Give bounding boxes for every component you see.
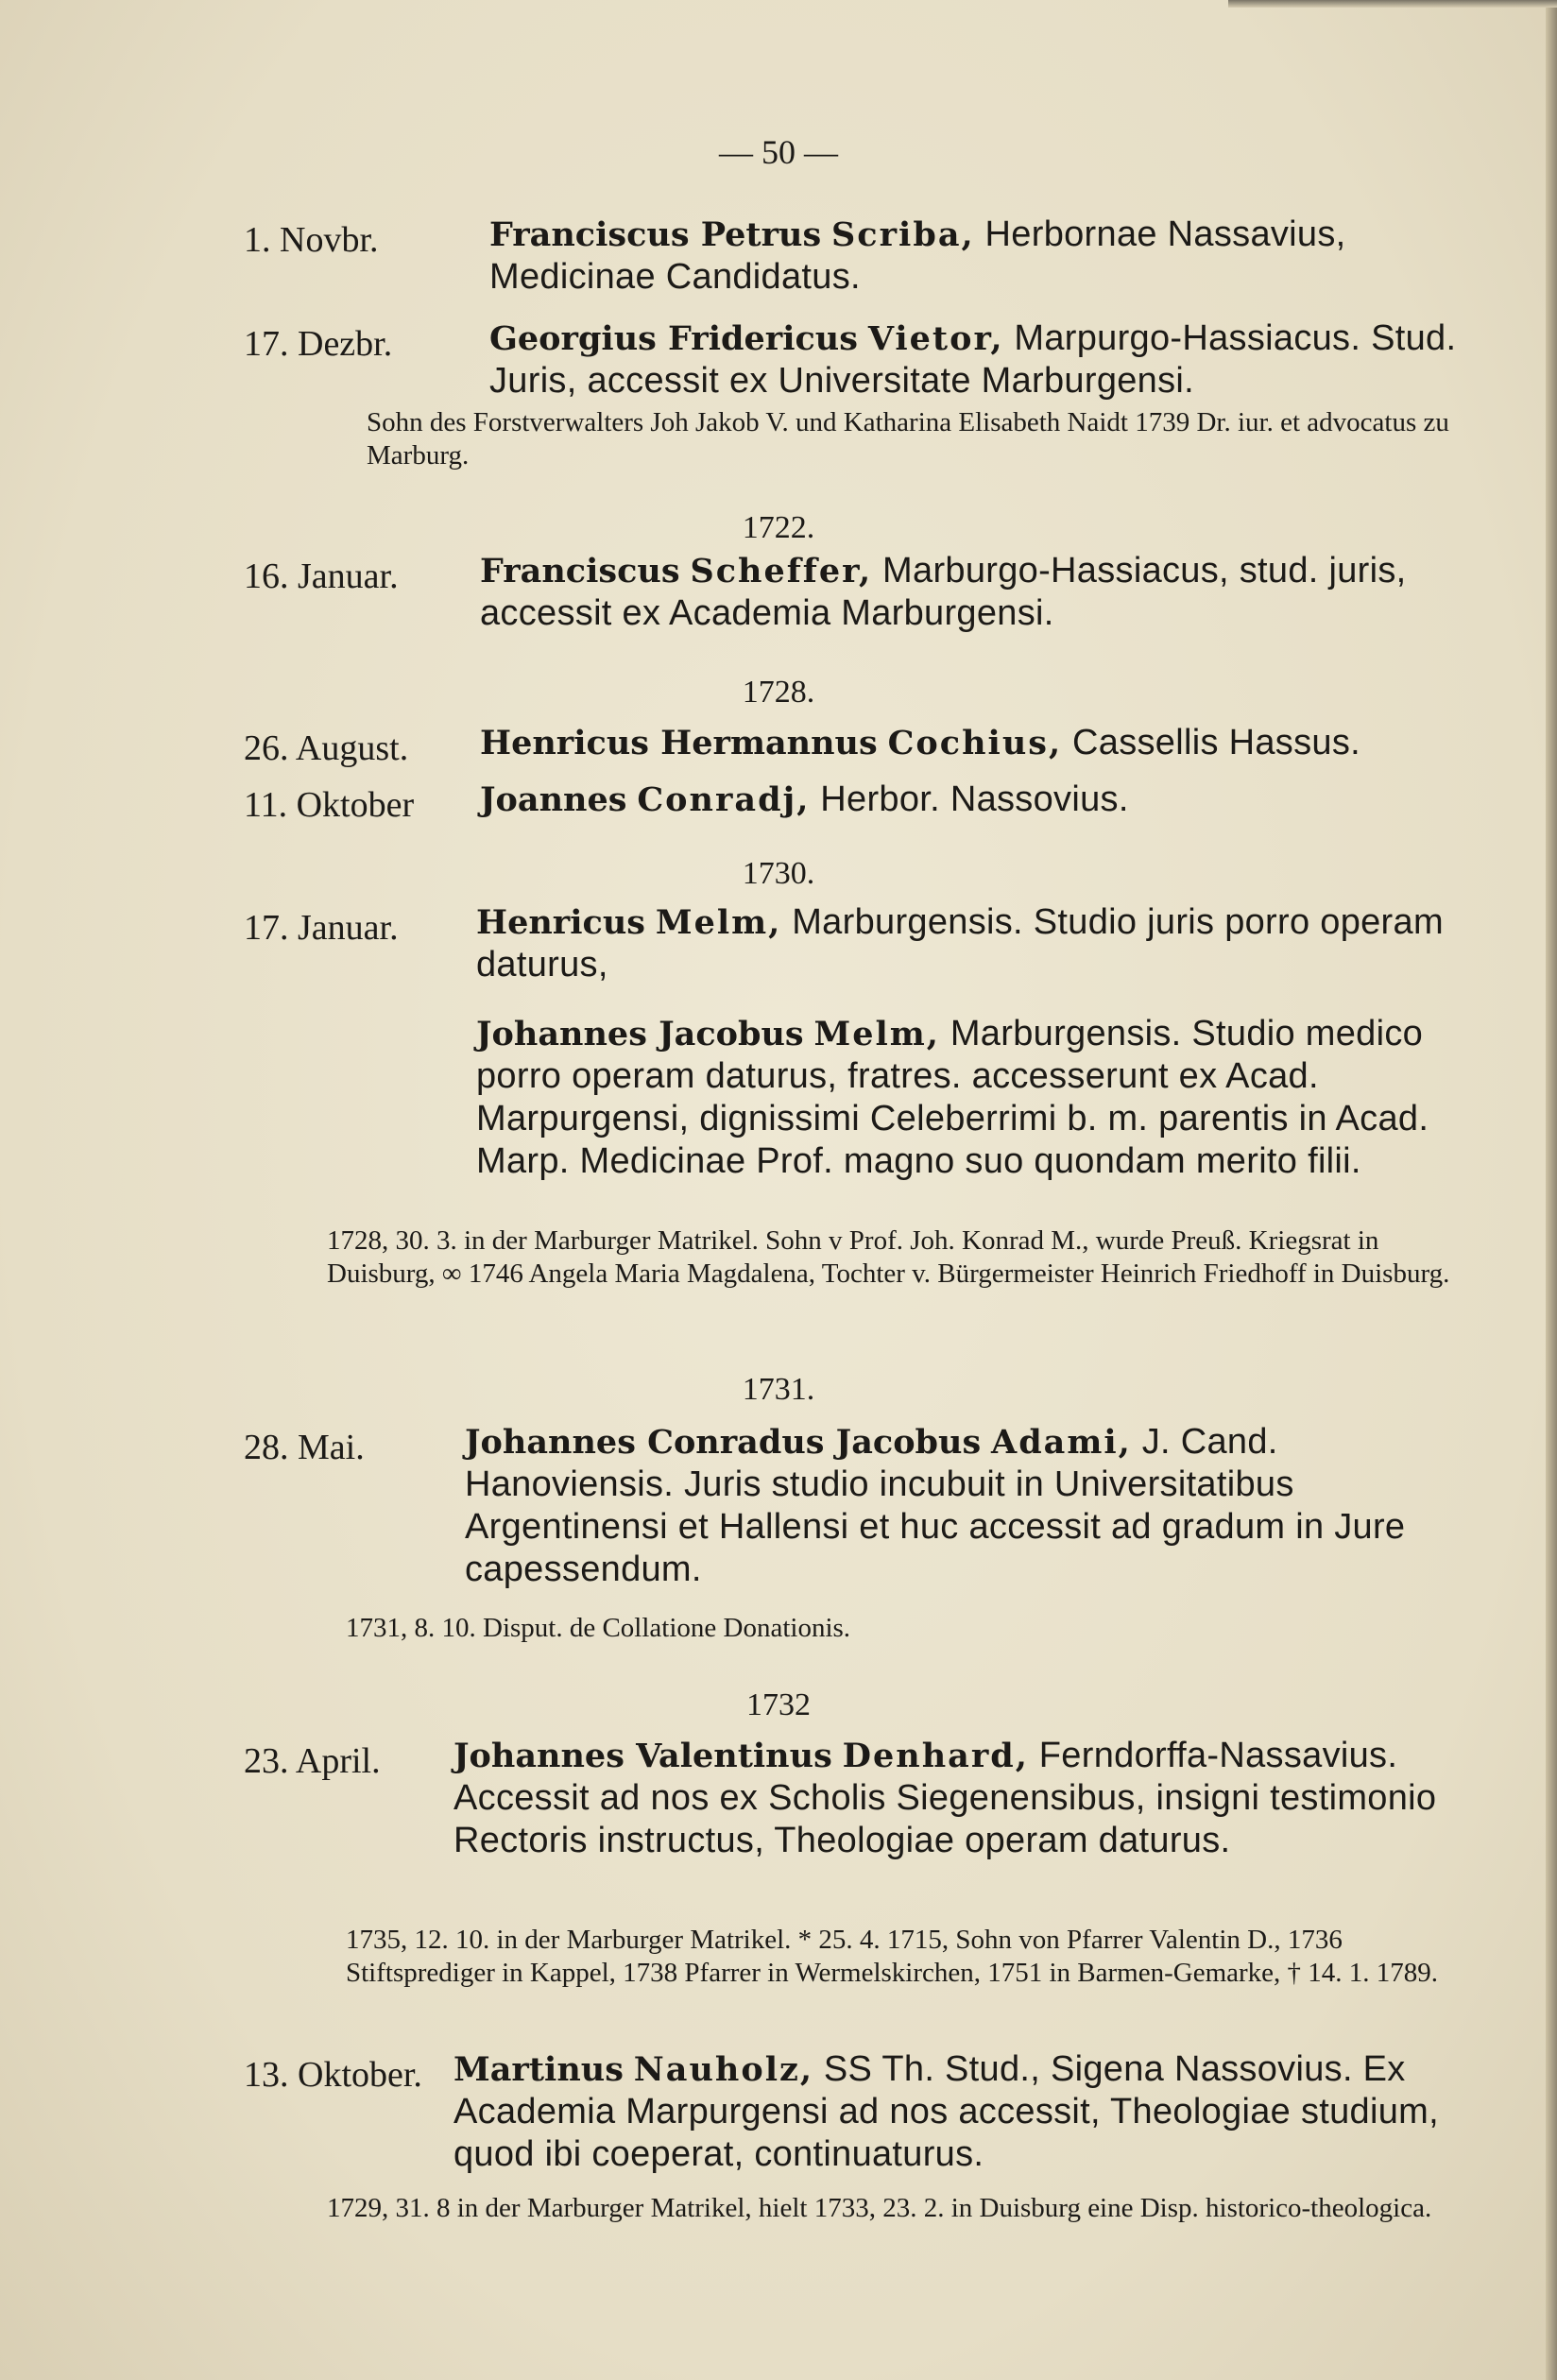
- entry-note: 1728, 30. 3. in der Marburger Matrikel. Sohn v Prof. Joh. Konrad M., wurde Preuß. Kriegsrat in Duisburg, ∞ 1746 Angela Maria Magdalena, Tochter v. Bürgermeister Heinrich Friedhoff in Duisburg.: [327, 1225, 1450, 1289]
- entry-date: 11. Oktober: [244, 785, 415, 825]
- entry-note: 1729, 31. 8 in der Marburger Matrikel, hielt 1733, 23. 2. in Duisburg eine Disp. historico-theologica.: [327, 2193, 1432, 2223]
- entry-text: [476, 1013, 1481, 1183]
- entry-surname: Vietor,: [867, 319, 1004, 358]
- entry-note: 1731, 8. 10. Disput. de Collatione Donationis.: [346, 1613, 851, 1643]
- entry-name: Joannes: [480, 780, 627, 819]
- entry-name: Johannes Jacobus: [476, 1015, 804, 1053]
- entry-text: [453, 1735, 1481, 1862]
- entry-text: [480, 779, 1481, 821]
- entry-surname: Scriba,: [831, 215, 975, 254]
- entry-note: 1735, 12. 10. in der Marburger Matrikel. * 25. 4. 1715, Sohn von Pfarrer Valentin D., 1736 Stiftsprediger in Kappel, 1738 Pfarrer in Wermelskirchen, 1751 in Barmen-Gemarke, † 14. 1. 1789.: [346, 1925, 1439, 1988]
- entry-name: Henricus: [476, 903, 645, 942]
- page-edge-top: [1228, 0, 1557, 8]
- entry-body: Cassellis Hassus.: [1062, 723, 1360, 762]
- entry-name: Franciscus: [480, 552, 680, 591]
- entry-date: 17. Dezbr.: [244, 324, 393, 364]
- entry-surname: Melm,: [813, 1015, 940, 1053]
- entry-date: 1. Novbr.: [244, 220, 379, 260]
- entry-body: Herbornae Nassavius, Medicinae Candidatus.: [489, 214, 1346, 297]
- entry-surname: Denhard,: [842, 1737, 1029, 1775]
- entry-name: Franciscus Petrus: [489, 215, 822, 254]
- entry-body: Herbor. Nassovius.: [810, 779, 1129, 819]
- entry-text: [476, 901, 1481, 986]
- entry-surname: Melm,: [655, 903, 782, 942]
- page-number: — 50 —: [719, 133, 838, 171]
- entry-surname: Nauholz,: [633, 2050, 814, 2089]
- year-heading: 1732: [746, 1687, 811, 1722]
- year-heading: 1730.: [742, 856, 815, 891]
- entry-body: Marburgo-Hassiacus, stud. juris, accessit ex Academia Marburgensi.: [480, 551, 1407, 633]
- entry-text: [489, 317, 1481, 402]
- page-edge: [1546, 0, 1557, 2380]
- entry-body: Marburgensis. Studio juris porro operam daturus,: [476, 902, 1444, 985]
- entry-name: Johannes Valentinus: [453, 1737, 832, 1775]
- entry-date: 17. Januar.: [244, 908, 399, 948]
- entry-body: Ferndorffa-Nassavius. Accessit ad nos ex Scholis Siegenensibus, insigni testimonio Rectoris instructus, Theologiae operam daturus.: [453, 1736, 1437, 1860]
- entry-surname: Cochius,: [887, 724, 1063, 762]
- year-heading: 1728.: [742, 675, 815, 710]
- year-heading: 1722.: [742, 510, 815, 545]
- entry-surname: Adami,: [991, 1423, 1132, 1462]
- entry-name: Georgius Fridericus: [489, 319, 858, 358]
- entry-body: Marpurgo-Hassiacus. Stud. Juris, accessit ex Universitate Marburgensi.: [489, 318, 1457, 401]
- entry-body: Marburgensis. Studio medico porro operam daturus, fratres. accesserunt ex Acad. Marpurgensi, dignissimi Celeberrimi b. m. parentis in Acad. Marp. Medicinae Prof. magno suo quondam merito filii.: [476, 1014, 1429, 1181]
- entry-body: SS Th. Stud., Sigena Nassovius. Ex Academia Marpurgensi ad nos accessit, Theologiae studium, quod ibi coeperat, continuaturus.: [453, 2049, 1439, 2174]
- entry-name: Henricus Hermannus: [480, 724, 878, 762]
- entry-name: Johannes Conradus Jacobus: [465, 1423, 982, 1462]
- entry-text: [480, 550, 1481, 635]
- entry-date: 16. Januar.: [244, 556, 399, 596]
- entry-date: 23. April.: [244, 1741, 381, 1781]
- entry-note: Sohn des Forstverwalters Joh Jakob V. und Katharina Elisabeth Naidt 1739 Dr. iur. et advocatus zu Marburg.: [367, 407, 1449, 471]
- entry-surname: Scheffer,: [690, 552, 873, 591]
- entry-text: [453, 2048, 1481, 2176]
- entry-date: 28. Mai.: [244, 1428, 365, 1467]
- entry-text: [489, 214, 1481, 299]
- entry-text: [480, 722, 1481, 764]
- entry-surname: Conradj,: [637, 780, 811, 819]
- entry-text: [465, 1421, 1481, 1591]
- entry-body: J. Cand. Hanoviensis. Juris studio incubuit in Universitatibus Argentinensi et Hallensi et huc accessit ad gradum in Jure capessendum.: [465, 1422, 1406, 1589]
- entry-date: 13. Oktober.: [244, 2055, 422, 2095]
- year-heading: 1731.: [742, 1372, 815, 1407]
- entry-name: Martinus: [453, 2050, 624, 2089]
- entry-date: 26. August.: [244, 728, 409, 768]
